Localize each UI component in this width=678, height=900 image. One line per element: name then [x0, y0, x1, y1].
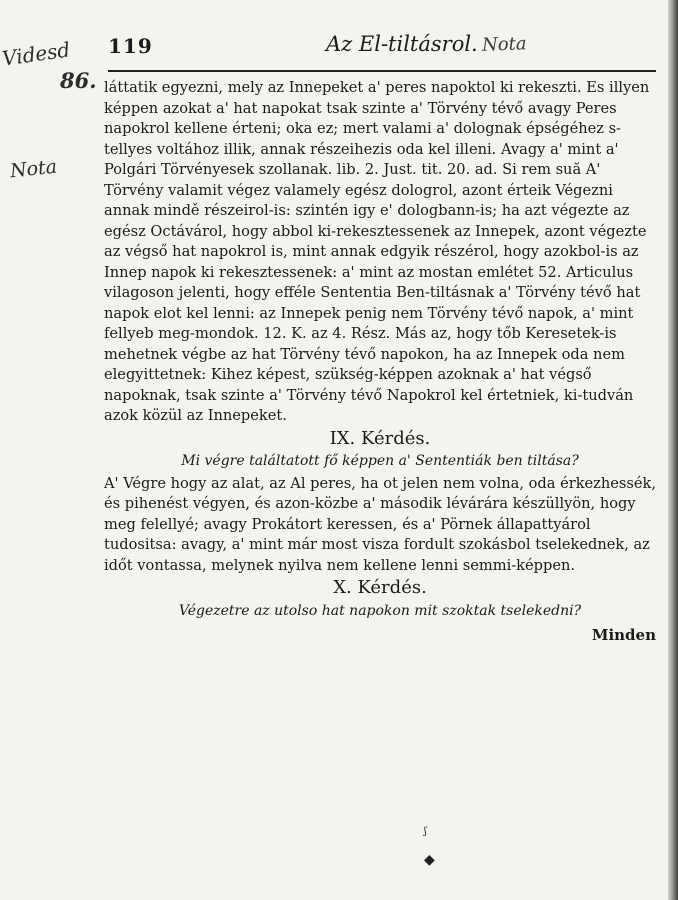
header-handwritten-note: Nota	[481, 33, 527, 56]
heading-ix: IX. Kérdés.	[329, 427, 431, 449]
question-x: Végezetre az utolso hat napokon mit szoktak tselekedni?	[178, 602, 582, 619]
page-header	[108, 30, 656, 64]
question-ix: Mi végre találtatott fő képpen a' Sententiák ben tiltása?	[181, 453, 579, 469]
heading-x: X. Kérdés.	[333, 577, 427, 598]
margin-note-videsd: Videsd	[0, 37, 72, 71]
page-number: 119	[108, 34, 153, 58]
header-rule	[108, 70, 656, 72]
ink-speck: ʃ	[424, 826, 427, 837]
body-text	[104, 78, 656, 646]
ink-blot: ◆	[424, 852, 435, 868]
catchword: Minden	[591, 626, 656, 644]
margin-note-nota: Nota	[8, 155, 59, 183]
running-title: Az El-tiltásrol.	[326, 32, 478, 56]
paragraph-1: láttatik egyezni, mely az Innepeket a' peres napoktol ki rekeszti. Es illyen képpen azokat a' hat napokat tsak szinte a' Törvény tévő avagy Peres napokrol kellene érteni; oka ez; mert valami a' dolognak épségéhez s-tellyes voltához illik, annak részeihezis oda kel illeni. Avagy a' mint a' Polgári Törvényesek szollanak. lib. 2. Just. tit. 20. ad. Si rem suă A' Törvény valamit végez valamely egész dologrol, azont érteik Végezni annak mindě részeirol-is: szintén igy e' dologbann-is; ha azt végezte az egész Octávárol, hogy abbol ki-rekesztessenek az Innepek, azont végezte az végső hat napokrol is, mint annak edgyik részérol, hogy azokbol-is az Innep napok ki rekesztessenek: a' mint az mostan emlétet 52. Articulus vilagoson jelenti, hogy efféle Sententia Ben-tiltásnak a' Törvény tévő hat napok elot kel lenni: az Innepek penig nem Törvény tévő napok, a' mint fellyeb meg-mondok. 12. K. az 4. Rész. Más az, hogy tőb Keresetek-is mehetnek végbe az hat Törvény tévő napokon, ha az Innepek oda nem elegyittetnek: Kihez képest, szükség-képpen azoknak a' hat végső napoknak, tsak szinte a' Törvény tévő Napokrol kel értetniek, ki-tudván azok közül az Innepeket.	[104, 79, 650, 424]
paragraph-2: A' Végre hogy az alat, az Al peres, ha ot jelen nem volna, oda érkezhessék, és pihenést végyen, és azon-közbe a' második lévárára készüllyön, hogy meg felellyé; avagy Prokátort keressen, és a' Pörnek állapattyárol tudositsa: avagy, a' mint már most visza fordult szokásbol tselekednek, az időt vontassa, melynek nyilva nem kellene lenni semmi-képpen.	[104, 474, 657, 574]
margin-note-number: 86.	[60, 68, 97, 93]
book-edge	[668, 0, 678, 900]
